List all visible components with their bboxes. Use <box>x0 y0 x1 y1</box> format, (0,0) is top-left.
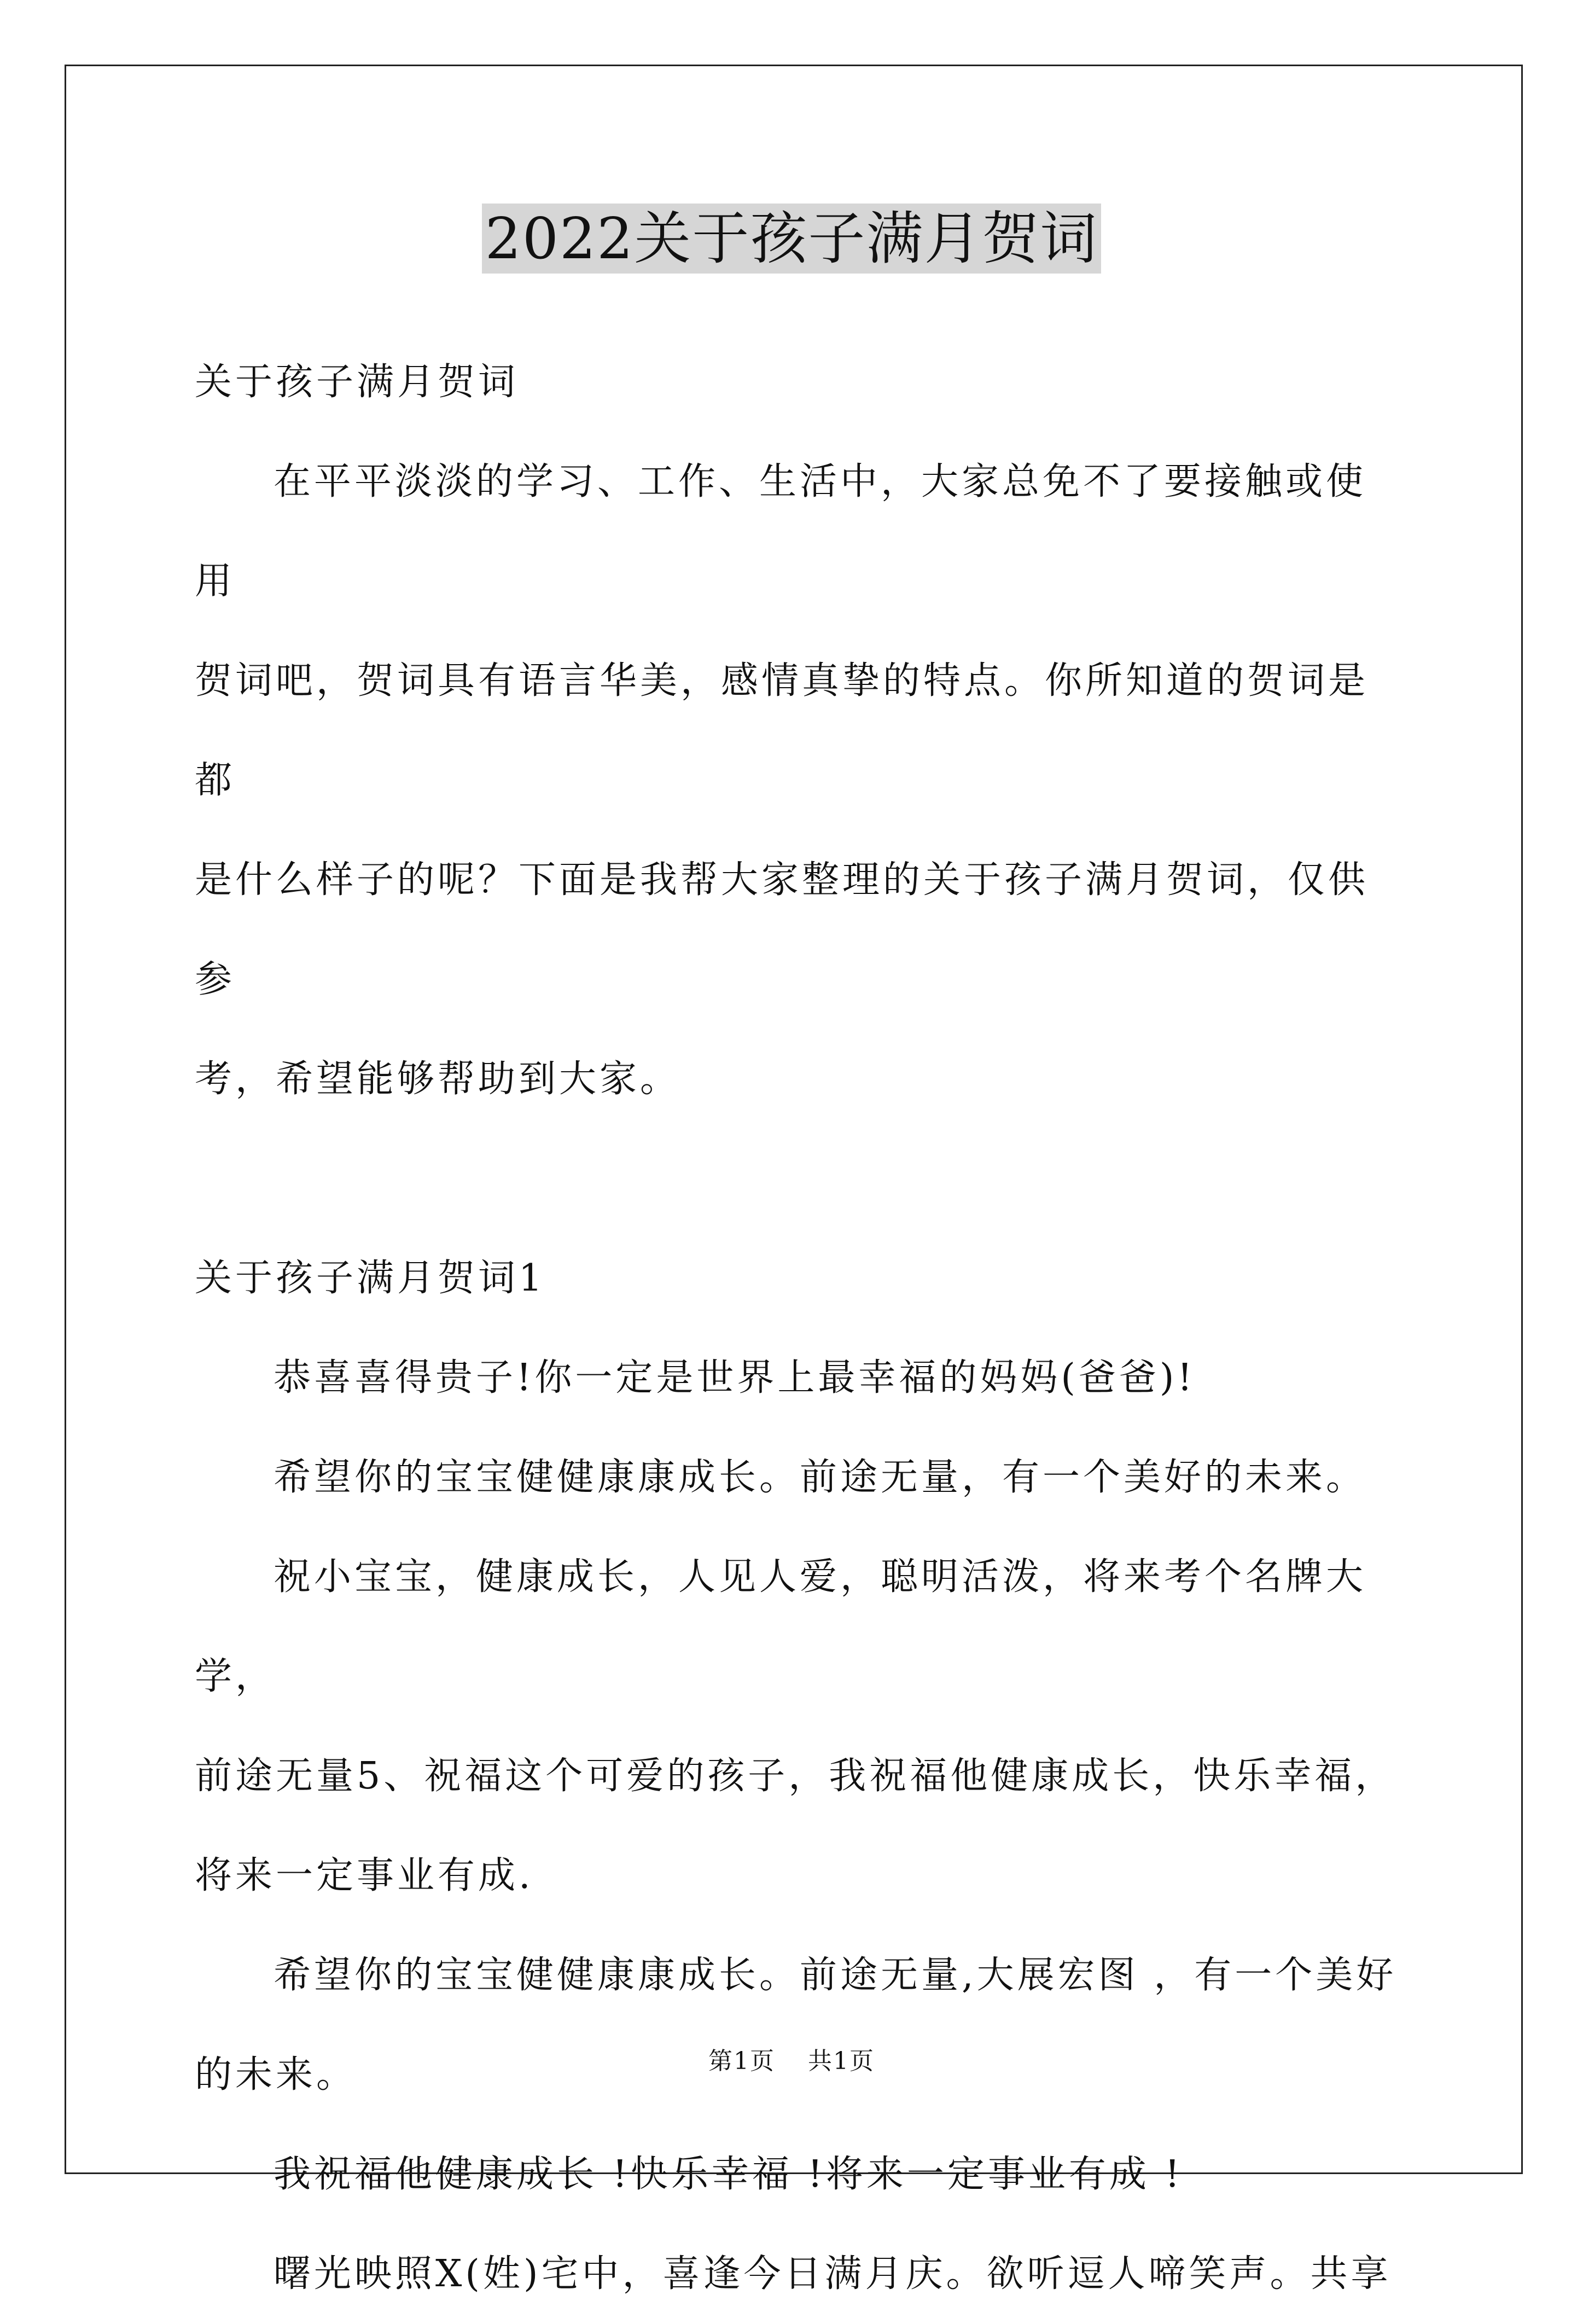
section-heading: 关于孩子满月贺词1 <box>195 1257 546 1300</box>
document-body <box>195 333 1398 2324</box>
paragraph-gap <box>195 1129 1398 1229</box>
intro-line: 考，希望能够帮助到大家。 <box>195 1058 681 1101</box>
greeting-line: 的未来。 <box>195 2053 357 2096</box>
greeting-line: 我祝福他健康成长 !快乐幸福 !将来一定事业有成 ! <box>273 2153 1183 2196</box>
page-footer <box>0 2045 1583 2078</box>
document-title: 2022关于孩子满月贺词 <box>482 204 1102 274</box>
page-number: 第1页 <box>708 2047 775 2075</box>
subtitle: 关于孩子满月贺词 <box>195 361 519 404</box>
page-total: 共1页 <box>808 2047 875 2075</box>
greeting-line: 曙光映照X(姓)宅中，喜逢今日满月庆。欲听逗人啼笑声。共享 <box>273 2252 1392 2296</box>
intro-line: 在平平淡淡的学习、工作、生活中，大家总免不了要接触或使用 <box>195 460 1367 603</box>
greeting-line: 祝小宝宝，健康成长，人见人爱，聪明活泼，将来考个名牌大学， <box>195 1555 1367 1698</box>
greeting-line: 前途无量5、祝福这个可爱的孩子，我祝福他健康成长，快乐幸福， <box>195 1754 1396 1798</box>
intro-line: 是什么样子的呢？下面是我帮大家整理的关于孩子满月贺词，仅供参 <box>195 858 1369 1001</box>
greeting-line: 希望你的宝宝健健康康成长。前途无量，有一个美好的未来。 <box>273 1456 1367 1499</box>
title-container <box>0 204 1583 274</box>
intro-line: 贺词吧，贺词具有语言华美，感情真挚的特点。你所知道的贺词是都 <box>195 659 1369 802</box>
greeting-line: 将来一定事业有成. <box>195 1854 534 1897</box>
greeting-line: 希望你的宝宝健健康康成长。前途无量,大展宏图 ，有一个美好 <box>273 1954 1397 1997</box>
greeting-line: 恭喜喜得贵子!你一定是世界上最幸福的妈妈(爸爸)! <box>273 1356 1196 1399</box>
